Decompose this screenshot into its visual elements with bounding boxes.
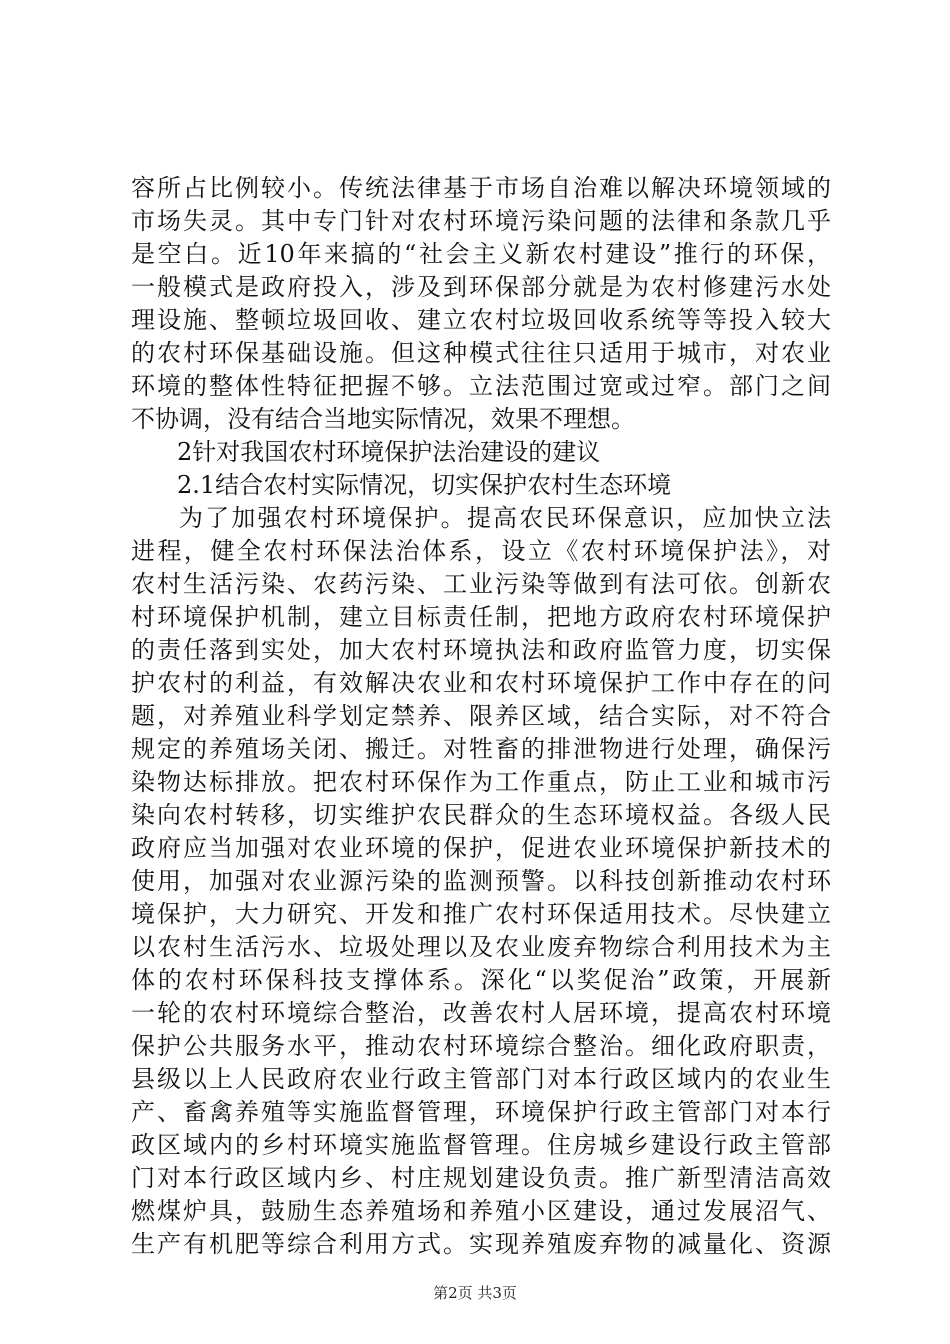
text-line: 的农村环保基础设施。但这种模式往往只适用于城市，对农业 [131, 339, 831, 367]
paragraph-first-line: 为了加强农村环境保护。提高农民环保意识，应加快立法 [179, 504, 831, 532]
text-line: 政区域内的乡村环境实施监督管理。住房城乡建设行政主管部 [131, 1131, 831, 1159]
text-line: 题，对养殖业科学划定禁养、限养区域，结合实际，对不符合 [131, 702, 831, 730]
text-line: 环境的整体性特征把握不够。立法范围过宽或过窄。部门之间 [131, 372, 831, 400]
text-line: 产、畜禽养殖等实施监督管理，环境保护行政主管部门对本行 [131, 1098, 831, 1126]
page-footer [0, 1283, 950, 1303]
text-line: 保护公共服务水平，推动农村环境综合整治。细化政府职责， [131, 1032, 831, 1060]
paragraph-end-line: 不协调，没有结合当地实际情况，效果不理想。 [131, 405, 635, 433]
text-line: 理设施、整顿垃圾回收、建立农村垃圾回收系统等等投入较大 [131, 306, 831, 334]
text-line: 规定的养殖场关闭、搬迁。对牲畜的排泄物进行处理，确保污 [131, 735, 831, 763]
text-line: 以农村生活污水、垃圾处理以及农业废弃物综合利用技术为主 [131, 933, 831, 961]
text-line: 容所占比例较小。传统法律基于市场自治难以解决环境领域的 [131, 174, 831, 202]
body-text [131, 172, 831, 1261]
text-line: 进程，健全农村环保法治体系，设立《农村环境保护法》，对 [131, 537, 831, 565]
text-line: 的责任落到实处，加大农村环境执法和政府监管力度，切实保 [131, 636, 831, 664]
text-line: 农村生活污染、农药污染、工业污染等做到有法可依。创新农 [131, 570, 831, 598]
text-line: 政府应当加强对农业环境的保护，促进农业环境保护新技术的 [131, 834, 831, 862]
page-number-label: 第2页 共3页 [433, 1284, 517, 1302]
text-line: 一般模式是政府投入，涉及到环保部分就是为农村修建污水处 [131, 273, 831, 301]
text-line: 生产有机肥等综合利用方式。实现养殖废弃物的减量化、资源 [131, 1230, 831, 1258]
text-line: 燃煤炉具，鼓励生态养殖场和养殖小区建设，通过发展沼气、 [131, 1197, 831, 1225]
text-line: 市场失灵。其中专门针对农村环境污染问题的法律和条款几乎 [131, 207, 831, 235]
text-line: 使用，加强对农业源污染的监测预警。以科技创新推动农村环 [131, 867, 831, 895]
section-heading: 2针对我国农村环境保护法治建设的建议 [177, 438, 601, 466]
text-line: 体的农村环保科技支撑体系。深化“以奖促治”政策，开展新 [131, 966, 831, 994]
text-line: 村环境保护机制，建立目标责任制，把地方政府农村环境保护 [131, 603, 831, 631]
text-line: 县级以上人民政府农业行政主管部门对本行政区域内的农业生 [131, 1065, 831, 1093]
text-line: 染向农村转移，切实维护农民群众的生态环境权益。各级人民 [131, 801, 831, 829]
text-line: 一轮的农村环境综合整治，改善农村人居环境，提高农村环境 [131, 999, 831, 1027]
text-line: 是空白。近10年来搞的“社会主义新农村建设”推行的环保， [131, 240, 831, 268]
text-line: 门对本行政区域内乡、村庄规划建设负责。推广新型清洁高效 [131, 1164, 831, 1192]
text-line: 染物达标排放。把农村环保作为工作重点，防止工业和城市污 [131, 768, 831, 796]
subsection-heading: 2.1结合农村实际情况，切实保护农村生态环境 [177, 471, 672, 499]
text-line: 境保护，大力研究、开发和推广农村环保适用技术。尽快建立 [131, 900, 831, 928]
text-line: 护农村的利益，有效解决农业和农村环境保护工作中存在的问 [131, 669, 831, 697]
